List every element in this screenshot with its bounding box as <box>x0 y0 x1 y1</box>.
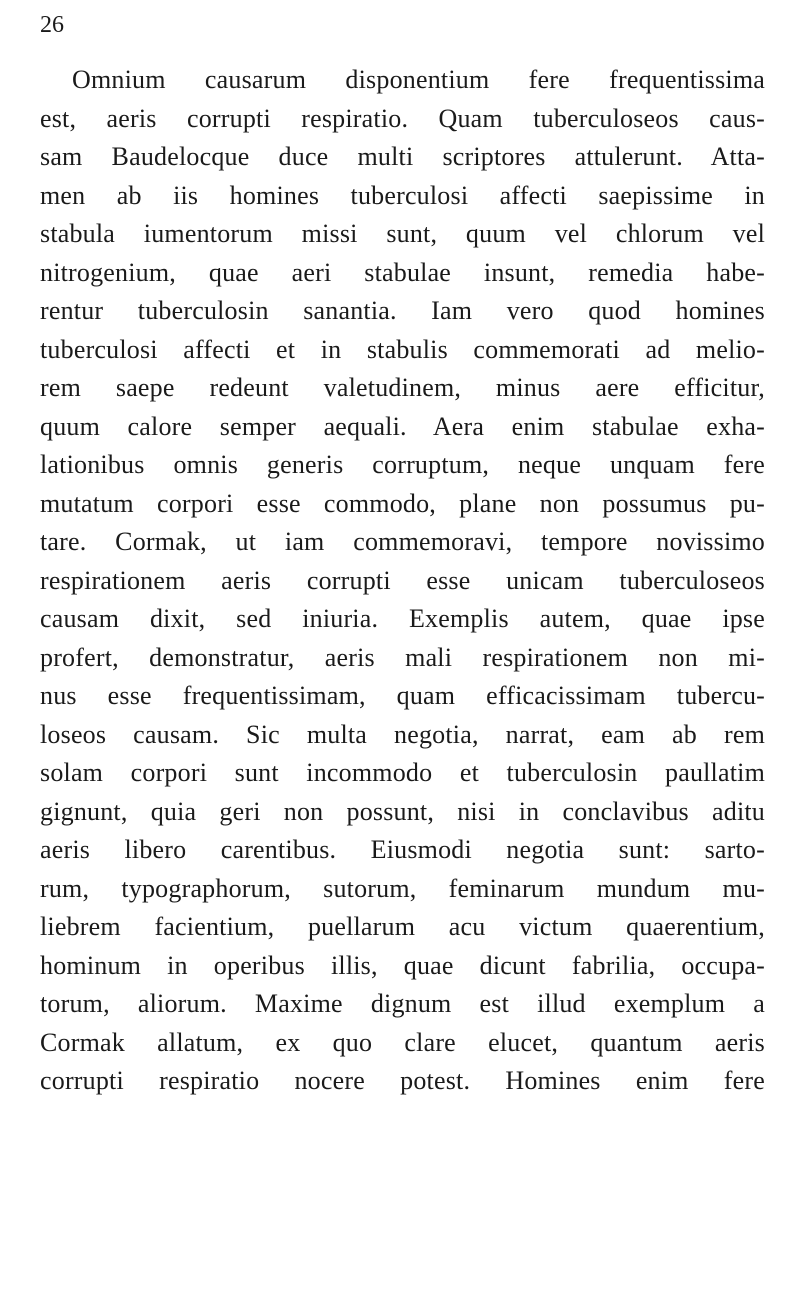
text-line: rum, typographorum, sutorum, feminarum mundum mu- <box>40 873 765 903</box>
text-line: est, aeris corrupti respiratio. Quam tuberculoseos caus- <box>40 103 765 133</box>
text-line: stabula iumentorum missi sunt, quum vel chlorum vel <box>40 219 765 248</box>
text-line: liebrem facientium, puellarum acu victum quaerentium, <box>40 912 765 941</box>
page-number: 26 <box>40 12 64 38</box>
text-line: tuberculosi affecti et in stabulis commemorati ad melio- <box>40 334 765 364</box>
text-line: Omnium causarum disponentium fere frequentissima <box>72 65 765 94</box>
body-text <box>40 61 765 1101</box>
text-line: men ab iis homines tuberculosi affecti saepissime in <box>40 180 765 210</box>
text-line: respirationem aeris corrupti esse unicam tuberculoseos <box>40 565 765 595</box>
text-line: quum calore semper aequali. Aera enim stabulae exha- <box>40 411 765 441</box>
text-line: nitrogenium, quae aeri stabulae insunt, remedia habe- <box>40 257 765 287</box>
text-line: profert, demonstratur, aeris mali respirationem non mi- <box>40 642 765 672</box>
text-line: Cormak allatum, ex quo clare elucet, quantum aeris <box>40 1027 765 1057</box>
text-line: lationibus omnis generis corruptum, neque unquam fere <box>40 450 765 479</box>
text-line: corrupti respiratio nocere potest. Homines enim fere <box>40 1066 765 1095</box>
text-line: loseos causam. Sic multa negotia, narrat, eam ab rem <box>40 719 765 749</box>
text-line: tare. Cormak, ut iam commemoravi, tempore novissimo <box>40 527 765 556</box>
text-line: hominum in operibus illis, quae dicunt fabrilia, occupa- <box>40 950 765 980</box>
text-line: aeris libero carentibus. Eiusmodi negotia sunt: sarto- <box>40 835 765 864</box>
text-line: rem saepe redeunt valetudinem, minus aere efficitur, <box>40 373 765 402</box>
text-line: rentur tuberculosin sanantia. Iam vero quod homines <box>40 296 765 325</box>
text-line: gignunt, quia geri non possunt, nisi in conclavibus aditu <box>40 796 765 826</box>
text-line: mutatum corpori esse commodo, plane non possumus pu- <box>40 488 765 518</box>
text-line: nus esse frequentissimam, quam efficacissimam tubercu- <box>40 681 765 710</box>
text-line: solam corpori sunt incommodo et tuberculosin paullatim <box>40 758 765 787</box>
text-line: causam dixit, sed iniuria. Exemplis autem, quae ipse <box>40 604 765 633</box>
text-line: torum, aliorum. Maxime dignum est illud exemplum a <box>40 989 765 1018</box>
text-line: sam Baudelocque duce multi scriptores attulerunt. Atta- <box>40 142 765 171</box>
